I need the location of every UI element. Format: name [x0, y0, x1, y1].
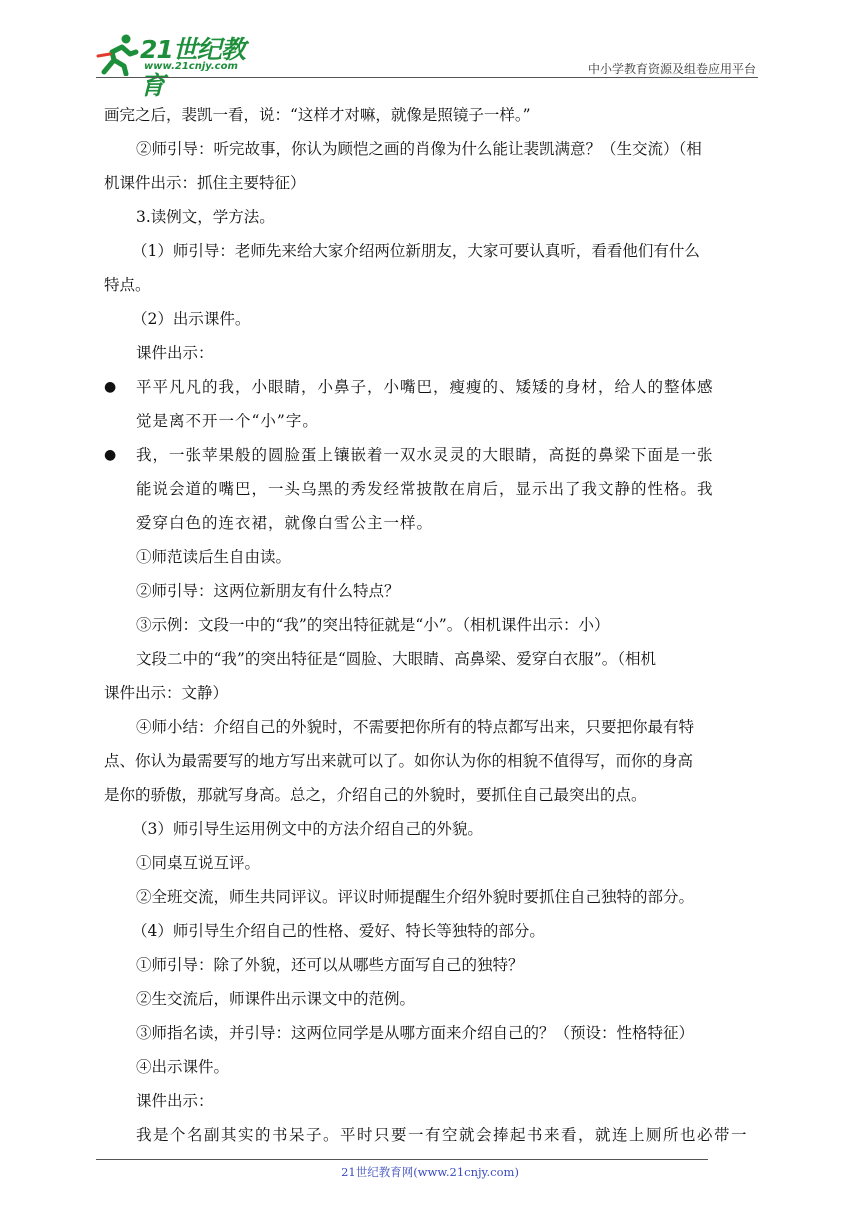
platform-name: 中小学教育资源及组卷应用平台: [587, 62, 756, 76]
footer-divider: [96, 1159, 708, 1160]
text-line: ④出示课件。: [136, 1058, 230, 1076]
document-body: [104, 98, 762, 1152]
text-line: 机课件出示：抓住主要特征）: [104, 174, 306, 192]
text-line: ②生交流后，师课件出示课文中的范例。: [136, 990, 416, 1008]
bullet-item: [104, 438, 762, 472]
page-header: [0, 0, 860, 100]
bullet-icon: ●: [104, 379, 117, 395]
logo-text: 21世纪教育: [140, 35, 245, 100]
text-line: ①师范读后生自由读。: [136, 548, 292, 566]
text-line: 爱穿白色的连衣裙，就像白雪公主一样。: [136, 514, 434, 532]
text-line: ④师小结：介绍自己的外貌时，不需要把你所有的特点都写出来，只要把你最有特: [136, 718, 695, 736]
text-line: 我是个名副其实的书呆子。平时只要一有空就会捧起书来看，就连上厕所也必带一: [136, 1126, 749, 1144]
bullet-icon: ●: [104, 447, 117, 463]
logo-url: www.21cnjy.com: [144, 61, 238, 72]
text-line: 能说会道的嘴巴，一头乌黑的秀发经常披散在肩后，显示出了我文静的性格。我: [136, 480, 714, 498]
text-line: （2）出示课件。: [132, 310, 251, 328]
header-divider: [96, 77, 758, 78]
runner-logo-icon: [96, 32, 140, 76]
text-line: （3）师引导生运用例文中的方法介绍自己的外貌。: [132, 820, 483, 838]
text-line: ①同桌互说互评。: [136, 854, 261, 872]
text-line: 平平凡凡的我，小眼睛，小鼻子，小嘴巴，瘦瘦的、矮矮的身材，给人的整体感: [136, 378, 714, 396]
text-line: ②师引导：这两位新朋友有什么特点？: [136, 582, 400, 600]
text-line: ②师引导：听完故事，你认为顾恺之画的肖像为什么能让裴凯满意？（生交流）（相: [136, 140, 702, 158]
text-line: 觉是离不开一个“小”字。: [136, 412, 319, 430]
text-line: 我，一张苹果般的圆脸蛋上镶嵌着一双水灵灵的大眼睛，高挺的鼻梁下面是一张: [136, 446, 714, 464]
text-line: ①师引导：除了外貌，还可以从哪些方面写自己的独特？: [136, 956, 524, 974]
site-logo[interactable]: [96, 30, 266, 100]
text-line: 课件出示：文静）: [104, 684, 229, 702]
text-line: 点、你认为最需要写的地方写出来就可以了。如你认为你的相貌不值得写，而你的身高: [104, 752, 694, 770]
text-line: 3.读例文，学方法。: [136, 208, 275, 226]
text-line: 课件出示：: [136, 1092, 214, 1110]
text-line: ③师指名读，并引导：这两位同学是从哪方面来介绍自己的？（预设：性格特征）: [136, 1024, 695, 1042]
text-line: 课件出示：: [136, 344, 214, 362]
text-line: 文段二中的“我”的突出特征是“圆脸、大眼睛、高鼻梁、爱穿白衣服”。（相机: [136, 650, 656, 668]
text-line: 是你的骄傲，那就写身高。总之，介绍自己的外貌时，要抓住自己最突出的点。: [104, 786, 647, 804]
text-line: ②全班交流，师生共同评议。评议时师提醒生介绍外貌时要抓住自己独特的部分。: [136, 888, 695, 906]
text-line: （4）师引导生介绍自己的性格、爱好、特长等独特的部分。: [132, 922, 545, 940]
footer-link[interactable]: 21世纪教育网(www.21cnjy.com): [341, 1165, 519, 1179]
bullet-item: [104, 370, 762, 404]
text-line: 画完之后，裴凯一看，说：“这样才对嘛，就像是照镜子一样。”: [104, 106, 531, 124]
text-line: （1）师引导：老师先来给大家介绍两位新朋友，大家可要认真听，看看他们有什么: [132, 242, 700, 260]
text-line: ③示例：文段一中的“我”的突出特征就是“小”。（相机课件出示：小）: [136, 616, 610, 634]
text-line: 特点。: [104, 276, 151, 294]
